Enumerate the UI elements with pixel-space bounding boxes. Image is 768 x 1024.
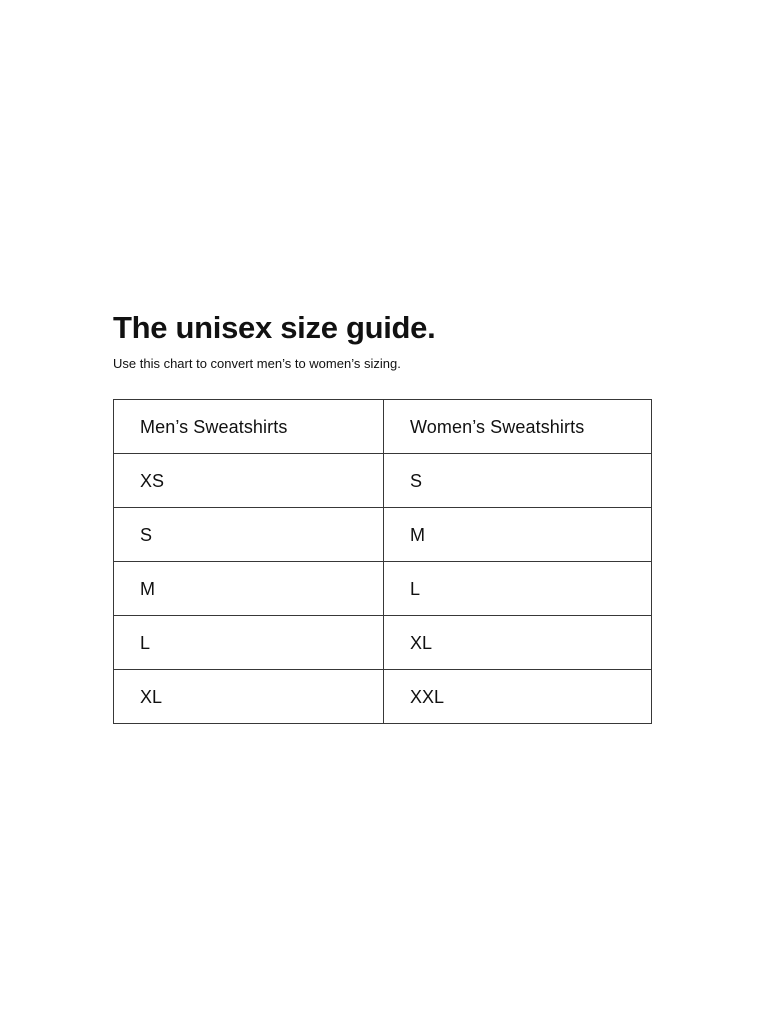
- table-cell-womens-size: L: [384, 562, 652, 616]
- page-title: The unisex size guide.: [113, 310, 436, 345]
- table-row: [114, 454, 652, 508]
- size-guide-content: [113, 310, 653, 724]
- column-header-mens-sweatshirts: Men’s Sweatshirts: [114, 400, 384, 454]
- table-cell-womens-size: XL: [384, 616, 652, 670]
- table-row: [114, 670, 652, 724]
- table-cell-mens-size: XS: [114, 454, 384, 508]
- table-cell-womens-size: XXL: [384, 670, 652, 724]
- table-cell-womens-size: S: [384, 454, 652, 508]
- table-cell-mens-size: S: [114, 508, 384, 562]
- table-cell-mens-size: L: [114, 616, 384, 670]
- page-subtitle: Use this chart to convert men’s to women’s sizing.: [113, 356, 401, 371]
- size-conversion-table: [113, 399, 652, 724]
- table-cell-womens-size: M: [384, 508, 652, 562]
- table-row: [114, 562, 652, 616]
- table-cell-mens-size: XL: [114, 670, 384, 724]
- size-table-header: [114, 400, 652, 454]
- column-header-womens-sweatshirts: Women’s Sweatshirts: [384, 400, 652, 454]
- table-cell-mens-size: M: [114, 562, 384, 616]
- table-header-row: [114, 400, 652, 454]
- table-row: [114, 508, 652, 562]
- size-table-body: [114, 454, 652, 724]
- table-row: [114, 616, 652, 670]
